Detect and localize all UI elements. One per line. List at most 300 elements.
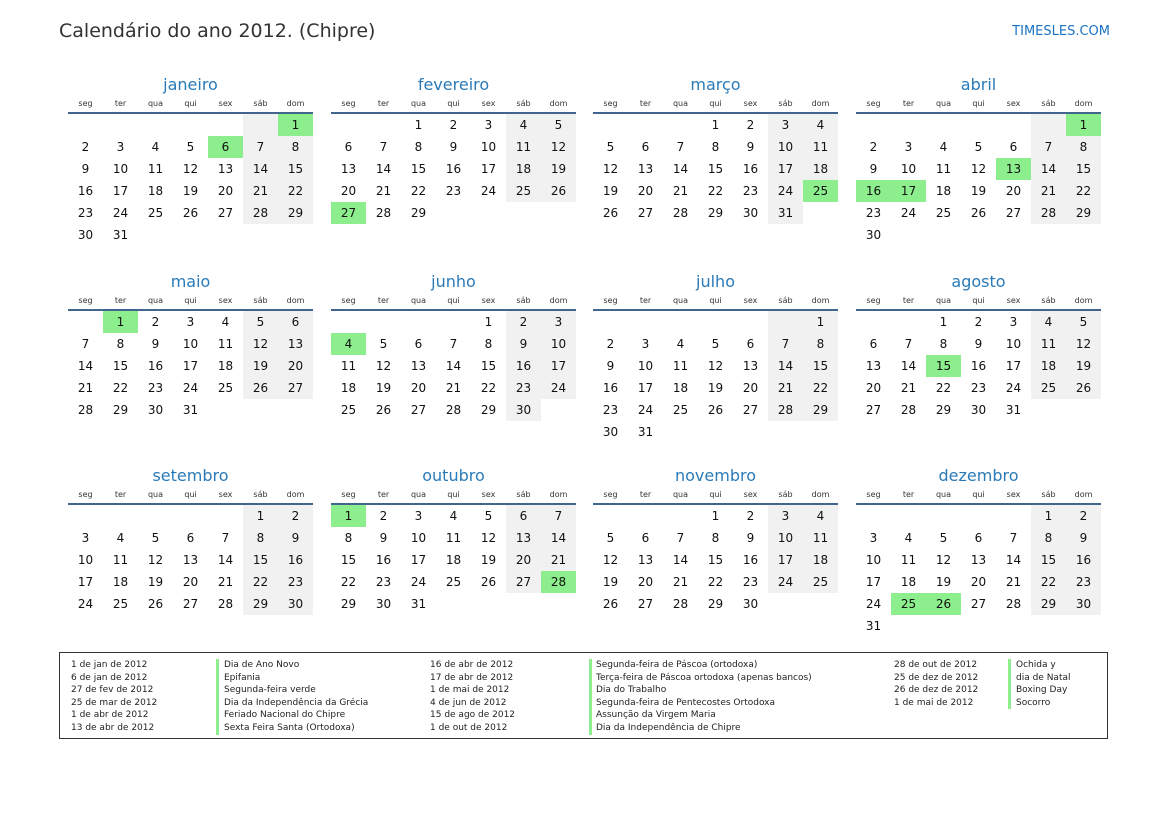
day-cell: 19 <box>602 575 619 589</box>
day-cell: 4 <box>939 140 948 154</box>
weekday-label: dom <box>286 296 305 305</box>
month-fevereiro <box>331 74 576 224</box>
empty-cell <box>856 114 891 136</box>
day-cell: 28 <box>1031 202 1066 224</box>
day-cell: 10 <box>768 136 803 158</box>
day-cell: 7 <box>541 505 576 527</box>
empty-cell <box>331 311 366 333</box>
day-cell: 25 <box>1031 377 1066 399</box>
day-cell: 12 <box>707 359 724 373</box>
day-cell: 5 <box>606 140 615 154</box>
day-cell: 16 <box>375 553 392 567</box>
day-cell: 28 <box>243 202 278 224</box>
weekday-label: dom <box>811 99 830 108</box>
weekday-header <box>331 489 576 505</box>
day-cell: 28 <box>77 403 94 417</box>
weekday-label: seg <box>603 296 618 305</box>
day-cell: 27 <box>331 202 366 224</box>
day-cell: 17 <box>1005 359 1022 373</box>
day-cell: 9 <box>1066 527 1101 549</box>
weekday-label: qua <box>410 99 427 108</box>
legend-date: 6 de jan de 2012 <box>71 672 148 683</box>
legend-date: 28 de out de 2012 <box>894 660 978 670</box>
legend-date: 1 de mai de 2012 <box>430 685 510 696</box>
day-cell: 9 <box>278 527 313 549</box>
day-cell: 11 <box>672 359 689 373</box>
day-cell: 2 <box>1066 505 1101 527</box>
day-cell: 2 <box>379 509 388 523</box>
day-cell: 17 <box>637 381 654 395</box>
month-dezembro <box>856 465 1101 637</box>
day-cell: 23 <box>506 377 541 399</box>
day-cell: 10 <box>480 140 497 154</box>
weekday-label: qui <box>972 296 985 305</box>
day-cell: 21 <box>1031 180 1066 202</box>
day-cell: 26 <box>970 206 987 220</box>
empty-cell <box>366 114 401 136</box>
day-cell: 21 <box>77 381 94 395</box>
day-cell: 4 <box>676 337 685 351</box>
day-cell: 5 <box>151 531 160 545</box>
day-cell: 9 <box>606 359 615 373</box>
legend-holiday-name: Segunda-feira de Pentecostes Ortodoxa <box>596 697 776 708</box>
legend-holiday-name: dia de Natal <box>1016 672 1071 683</box>
day-cell: 30 <box>375 597 392 611</box>
day-cell: 3 <box>186 315 195 329</box>
day-cell: 24 <box>865 597 882 611</box>
day-cell: 21 <box>375 184 392 198</box>
legend-date: 1 de mai de 2012 <box>894 697 974 708</box>
day-cell: 3 <box>904 140 913 154</box>
day-cell: 4 <box>331 333 366 355</box>
day-cell: 19 <box>602 184 619 198</box>
day-cell: 15 <box>112 359 129 373</box>
site-link[interactable]: TIMESLES.COM <box>1012 24 1110 39</box>
day-grid <box>68 114 313 246</box>
day-cell: 3 <box>484 118 493 132</box>
day-cell: 19 <box>182 184 199 198</box>
day-cell: 27 <box>637 597 654 611</box>
day-cell: 22 <box>340 575 357 589</box>
day-cell: 21 <box>445 381 462 395</box>
day-cell: 9 <box>379 531 388 545</box>
weekday-header <box>331 98 576 114</box>
empty-cell <box>68 311 103 333</box>
day-cell: 26 <box>602 206 619 220</box>
day-cell: 20 <box>182 575 199 589</box>
empty-cell <box>926 114 961 136</box>
day-cell: 10 <box>865 553 882 567</box>
weekday-label: ter <box>377 490 390 499</box>
day-cell: 1 <box>243 505 278 527</box>
day-cell: 20 <box>217 184 234 198</box>
weekday-label: qua <box>935 490 952 499</box>
day-cell: 11 <box>900 553 917 567</box>
day-cell: 15 <box>707 162 724 176</box>
day-cell: 14 <box>445 359 462 373</box>
day-cell: 2 <box>81 140 90 154</box>
day-cell: 9 <box>746 140 755 154</box>
month-name: outubro <box>422 466 485 485</box>
weekday-label: sáb <box>1041 99 1056 108</box>
weekday-label: dom <box>549 99 568 108</box>
day-cell: 25 <box>147 206 164 220</box>
day-cell: 3 <box>1009 315 1018 329</box>
day-cell: 6 <box>278 311 313 333</box>
legend-holiday-name: Boxing Day <box>1016 685 1068 696</box>
day-cell: 9 <box>506 333 541 355</box>
day-cell: 20 <box>340 184 357 198</box>
day-cell: 7 <box>1009 531 1018 545</box>
day-cell: 17 <box>768 158 803 180</box>
month-name: maio <box>170 272 211 291</box>
empty-cell <box>961 114 996 136</box>
day-cell: 24 <box>480 184 497 198</box>
day-cell: 1 <box>1031 505 1066 527</box>
day-cell: 29 <box>243 593 278 615</box>
day-grid <box>856 505 1101 637</box>
day-cell: 13 <box>996 158 1031 180</box>
day-cell: 29 <box>1066 202 1101 224</box>
day-cell: 13 <box>410 359 427 373</box>
day-cell: 30 <box>742 206 759 220</box>
day-cell: 2 <box>869 140 878 154</box>
day-cell: 8 <box>243 527 278 549</box>
weekday-label: dom <box>811 490 830 499</box>
day-cell: 22 <box>707 575 724 589</box>
day-cell: 27 <box>410 403 427 417</box>
day-cell: 1 <box>711 509 720 523</box>
day-cell: 1 <box>414 118 423 132</box>
empty-cell <box>593 114 628 136</box>
month-name: julho <box>696 272 735 291</box>
day-cell: 30 <box>970 403 987 417</box>
weekday-label: sáb <box>253 296 268 305</box>
empty-cell <box>996 114 1031 136</box>
month-outubro <box>331 465 576 615</box>
weekday-header <box>856 295 1101 311</box>
day-cell: 6 <box>186 531 195 545</box>
day-cell: 18 <box>445 553 462 567</box>
day-cell: 17 <box>410 553 427 567</box>
day-cell: 18 <box>803 549 838 571</box>
day-cell: 8 <box>278 136 313 158</box>
day-cell: 22 <box>410 184 427 198</box>
day-cell: 30 <box>506 399 541 421</box>
day-cell: 29 <box>707 206 724 220</box>
day-cell: 11 <box>1031 333 1066 355</box>
day-cell: 20 <box>970 575 987 589</box>
day-cell: 8 <box>939 337 948 351</box>
day-cell: 2 <box>746 509 755 523</box>
day-cell: 30 <box>602 425 619 439</box>
day-cell: 1 <box>103 311 138 333</box>
day-cell: 27 <box>1005 206 1022 220</box>
day-cell: 6 <box>641 531 650 545</box>
legend-holiday-name: Terça-feira de Páscoa ortodoxa (apenas bancos) <box>596 672 812 683</box>
day-cell: 8 <box>116 337 125 351</box>
day-cell: 26 <box>375 403 392 417</box>
day-cell: 15 <box>803 355 838 377</box>
day-cell: 19 <box>541 158 576 180</box>
day-cell: 17 <box>768 549 803 571</box>
day-cell: 14 <box>375 162 392 176</box>
day-cell: 9 <box>151 337 160 351</box>
day-cell: 5 <box>379 337 388 351</box>
day-cell: 23 <box>865 206 882 220</box>
day-cell: 18 <box>672 381 689 395</box>
weekday-label: qua <box>672 99 689 108</box>
page-title: Calendário do ano 2012. (Chipre) <box>59 20 376 42</box>
day-cell: 7 <box>676 140 685 154</box>
day-cell: 23 <box>1066 571 1101 593</box>
weekday-label: ter <box>639 490 652 499</box>
legend-date: 16 de abr de 2012 <box>430 660 514 670</box>
day-cell: 17 <box>480 162 497 176</box>
weekday-header <box>68 295 313 311</box>
weekday-label: ter <box>377 296 390 305</box>
day-cell: 26 <box>707 403 724 417</box>
weekday-header <box>593 98 838 114</box>
legend-date: 26 de dez de 2012 <box>894 685 979 696</box>
weekday-header <box>593 295 838 311</box>
month-julho <box>593 271 838 443</box>
day-cell: 12 <box>970 162 987 176</box>
day-cell: 12 <box>375 359 392 373</box>
day-cell: 28 <box>768 399 803 421</box>
day-cell: 25 <box>803 571 838 593</box>
day-cell: 27 <box>637 206 654 220</box>
day-cell: 9 <box>869 162 878 176</box>
day-cell: 25 <box>506 180 541 202</box>
day-cell: 3 <box>768 114 803 136</box>
weekday-label: dom <box>549 490 568 499</box>
weekday-label: qua <box>147 490 164 499</box>
day-cell: 8 <box>803 333 838 355</box>
empty-cell <box>436 311 471 333</box>
day-cell: 21 <box>900 381 917 395</box>
day-cell: 30 <box>865 228 882 242</box>
day-cell: 20 <box>865 381 882 395</box>
day-cell: 5 <box>186 140 195 154</box>
day-cell: 3 <box>116 140 125 154</box>
day-cell: 16 <box>742 162 759 176</box>
day-cell: 29 <box>935 403 952 417</box>
day-cell: 31 <box>410 597 427 611</box>
month-name: dezembro <box>938 466 1019 485</box>
day-cell: 11 <box>803 527 838 549</box>
day-cell: 11 <box>935 162 952 176</box>
day-cell: 16 <box>742 553 759 567</box>
day-cell: 24 <box>77 597 94 611</box>
day-cell: 19 <box>147 575 164 589</box>
day-cell: 28 <box>672 597 689 611</box>
day-cell: 13 <box>182 553 199 567</box>
day-cell: 14 <box>900 359 917 373</box>
day-cell: 21 <box>672 575 689 589</box>
day-cell: 25 <box>672 403 689 417</box>
weekday-label: sex <box>1006 296 1021 305</box>
day-cell: 27 <box>970 597 987 611</box>
legend-date: 27 de fev de 2012 <box>71 685 154 696</box>
legend-names-column <box>596 659 812 735</box>
weekday-label: sex <box>743 99 758 108</box>
day-cell: 27 <box>182 597 199 611</box>
day-cell: 1 <box>278 114 313 136</box>
day-cell: 1 <box>1066 114 1101 136</box>
weekday-label: sáb <box>253 490 268 499</box>
day-grid <box>593 311 838 443</box>
day-cell: 26 <box>926 593 961 615</box>
day-cell: 7 <box>1031 136 1066 158</box>
day-cell: 18 <box>147 184 164 198</box>
day-cell: 12 <box>1066 333 1101 355</box>
day-cell: 10 <box>541 333 576 355</box>
day-grid <box>856 311 1101 421</box>
empty-cell <box>173 114 208 136</box>
day-cell: 11 <box>340 359 357 373</box>
day-cell: 13 <box>637 553 654 567</box>
weekday-label: sex <box>1006 490 1021 499</box>
day-cell: 13 <box>637 162 654 176</box>
day-cell: 12 <box>480 531 497 545</box>
day-cell: 16 <box>856 180 891 202</box>
weekday-label: qui <box>972 99 985 108</box>
day-cell: 23 <box>742 184 759 198</box>
legend-dates-column <box>71 659 157 735</box>
day-cell: 30 <box>1066 593 1101 615</box>
day-cell: 20 <box>742 381 759 395</box>
weekday-label: sex <box>218 99 233 108</box>
day-cell: 8 <box>484 337 493 351</box>
day-cell: 11 <box>506 136 541 158</box>
day-cell: 18 <box>112 575 129 589</box>
day-cell: 10 <box>112 162 129 176</box>
day-cell: 31 <box>112 228 129 242</box>
empty-cell <box>663 505 698 527</box>
day-cell: 10 <box>182 337 199 351</box>
day-cell: 28 <box>445 403 462 417</box>
weekday-label: seg <box>866 99 881 108</box>
day-cell: 19 <box>970 184 987 198</box>
day-cell: 21 <box>243 180 278 202</box>
weekday-label: sáb <box>778 99 793 108</box>
day-cell: 8 <box>414 140 423 154</box>
legend-marker <box>216 659 219 735</box>
weekday-label: qua <box>935 99 952 108</box>
weekday-label: qua <box>410 490 427 499</box>
legend-holiday-name: Socorro <box>1016 697 1051 708</box>
day-cell: 26 <box>182 206 199 220</box>
day-grid <box>68 505 313 615</box>
day-cell: 1 <box>331 505 366 527</box>
weekday-label: ter <box>639 296 652 305</box>
day-cell: 26 <box>541 180 576 202</box>
day-cell: 4 <box>904 531 913 545</box>
day-cell: 24 <box>768 180 803 202</box>
day-cell: 16 <box>147 359 164 373</box>
day-cell: 15 <box>707 553 724 567</box>
empty-cell <box>856 311 891 333</box>
day-cell: 4 <box>803 505 838 527</box>
day-cell: 29 <box>1031 593 1066 615</box>
day-cell: 7 <box>904 337 913 351</box>
day-cell: 29 <box>410 206 427 220</box>
day-cell: 22 <box>707 184 724 198</box>
weekday-label: qui <box>972 490 985 499</box>
day-cell: 6 <box>641 140 650 154</box>
day-cell: 22 <box>243 571 278 593</box>
day-cell: 12 <box>602 162 619 176</box>
holiday-legend <box>59 652 1108 739</box>
weekday-label: seg <box>866 296 881 305</box>
empty-cell <box>103 114 138 136</box>
day-cell: 16 <box>970 359 987 373</box>
empty-cell <box>628 311 663 333</box>
weekday-label: qui <box>709 99 722 108</box>
empty-cell <box>103 505 138 527</box>
legend-marker <box>589 659 592 735</box>
weekday-header <box>856 489 1101 505</box>
day-cell: 29 <box>340 597 357 611</box>
day-cell: 14 <box>768 355 803 377</box>
day-cell: 13 <box>340 162 357 176</box>
day-cell: 16 <box>1066 549 1101 571</box>
day-cell: 17 <box>865 575 882 589</box>
day-cell: 3 <box>414 509 423 523</box>
weekday-label: dom <box>286 490 305 499</box>
legend-date: 17 de abr de 2012 <box>430 672 514 683</box>
empty-cell <box>698 311 733 333</box>
day-cell: 12 <box>935 553 952 567</box>
day-cell: 2 <box>506 311 541 333</box>
day-cell: 19 <box>1066 355 1101 377</box>
day-cell: 27 <box>742 403 759 417</box>
weekday-label: sex <box>481 99 496 108</box>
day-cell: 26 <box>480 575 497 589</box>
empty-cell <box>856 505 891 527</box>
day-cell: 6 <box>506 505 541 527</box>
empty-cell <box>926 505 961 527</box>
day-cell: 2 <box>278 505 313 527</box>
legend-holiday-name: Sexta Feira Santa (Ortodoxa) <box>224 722 355 733</box>
day-cell: 31 <box>1005 403 1022 417</box>
legend-holiday-name: Dia de Ano Novo <box>224 660 300 670</box>
day-cell: 6 <box>1009 140 1018 154</box>
empty-cell <box>663 311 698 333</box>
weekday-label: dom <box>1074 490 1093 499</box>
day-cell: 28 <box>375 206 392 220</box>
legend-date: 25 de dez de 2012 <box>894 672 979 683</box>
day-cell: 26 <box>602 597 619 611</box>
day-cell: 11 <box>217 337 234 351</box>
day-cell: 30 <box>147 403 164 417</box>
day-cell: 1 <box>484 315 493 329</box>
day-cell: 11 <box>112 553 129 567</box>
month-setembro <box>68 465 313 615</box>
day-cell: 5 <box>541 114 576 136</box>
day-cell: 18 <box>217 359 234 373</box>
weekday-label: seg <box>341 490 356 499</box>
day-cell: 13 <box>865 359 882 373</box>
day-cell: 14 <box>77 359 94 373</box>
weekday-label: seg <box>78 99 93 108</box>
day-cell: 21 <box>672 184 689 198</box>
day-cell: 13 <box>217 162 234 176</box>
day-cell: 25 <box>803 180 838 202</box>
empty-cell <box>173 505 208 527</box>
month-name: março <box>690 75 741 94</box>
